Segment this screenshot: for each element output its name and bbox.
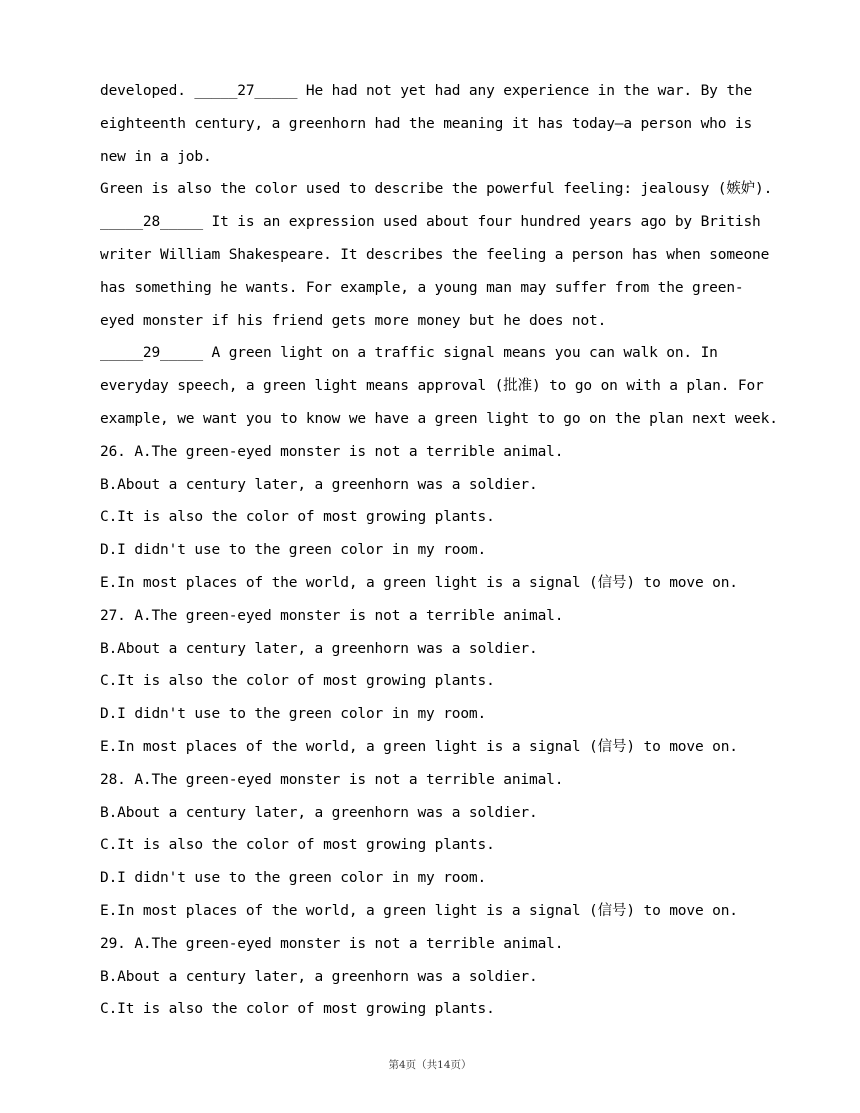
text-line: writer William Shakespeare. It describes the feeling a person has when someone — [100, 246, 770, 263]
text-line: example, we want you to know we have a green light to go on the plan next week. — [100, 410, 778, 427]
question-option: C.It is also the color of most growing plants. — [100, 1001, 495, 1018]
question-option: B.About a century later, a greenhorn was a soldier. — [100, 968, 538, 985]
question-option: B.About a century later, a greenhorn was a soldier. — [100, 476, 538, 493]
question-option: C.It is also the color of most growing plants. — [100, 837, 495, 854]
text-line: Green is also the color used to describe the powerful feeling: jealousy (嫉妒). — [100, 181, 773, 198]
text-line: developed. _____27_____ He had not yet had any experience in the war. By the — [100, 83, 753, 99]
text-line: _____29_____ A green light on a traffic signal means you can walk on. In — [100, 345, 718, 362]
page-footer: 第4页（共14页） — [388, 1059, 472, 1071]
text-line: new in a job. — [100, 148, 212, 165]
text-line: eyed monster if his friend gets more money but he does not. — [100, 312, 607, 329]
question-option: 26. A.The green-eyed monster is not a terrible animal. — [100, 443, 564, 460]
question-option: C.It is also the color of most growing plants. — [100, 509, 495, 526]
text-line: eighteenth century, a greenhorn had the meaning it has today—a person who is — [100, 115, 753, 132]
question-option: 27. A.The green-eyed monster is not a terrible animal. — [100, 607, 564, 624]
text-line: has something he wants. For example, a young man may suffer from the green- — [100, 279, 744, 296]
question-option: B.About a century later, a greenhorn was a soldier. — [100, 640, 538, 657]
question-option: E.In most places of the world, a green light is a signal (信号) to move on. — [100, 902, 738, 919]
question-option: D.I didn't use to the green color in my room. — [100, 706, 487, 723]
question-option: 29. A.The green-eyed monster is not a terrible animal. — [100, 935, 564, 952]
question-option: E.In most places of the world, a green light is a signal (信号) to move on. — [100, 738, 738, 755]
question-option: E.In most places of the world, a green light is a signal (信号) to move on. — [100, 574, 738, 591]
document-body — [100, 75, 780, 1026]
question-option: D.I didn't use to the green color in my room. — [100, 542, 487, 559]
question-option: D.I didn't use to the green color in my room. — [100, 870, 487, 887]
text-line: everyday speech, a green light means approval (批准) to go on with a plan. For — [100, 378, 764, 395]
question-option: B.About a century later, a greenhorn was a soldier. — [100, 804, 538, 821]
text-line: _____28_____ It is an expression used about four hundred years ago by British — [100, 214, 761, 231]
question-option: 28. A.The green-eyed monster is not a terrible animal. — [100, 771, 564, 788]
question-option: C.It is also the color of most growing plants. — [100, 673, 495, 690]
